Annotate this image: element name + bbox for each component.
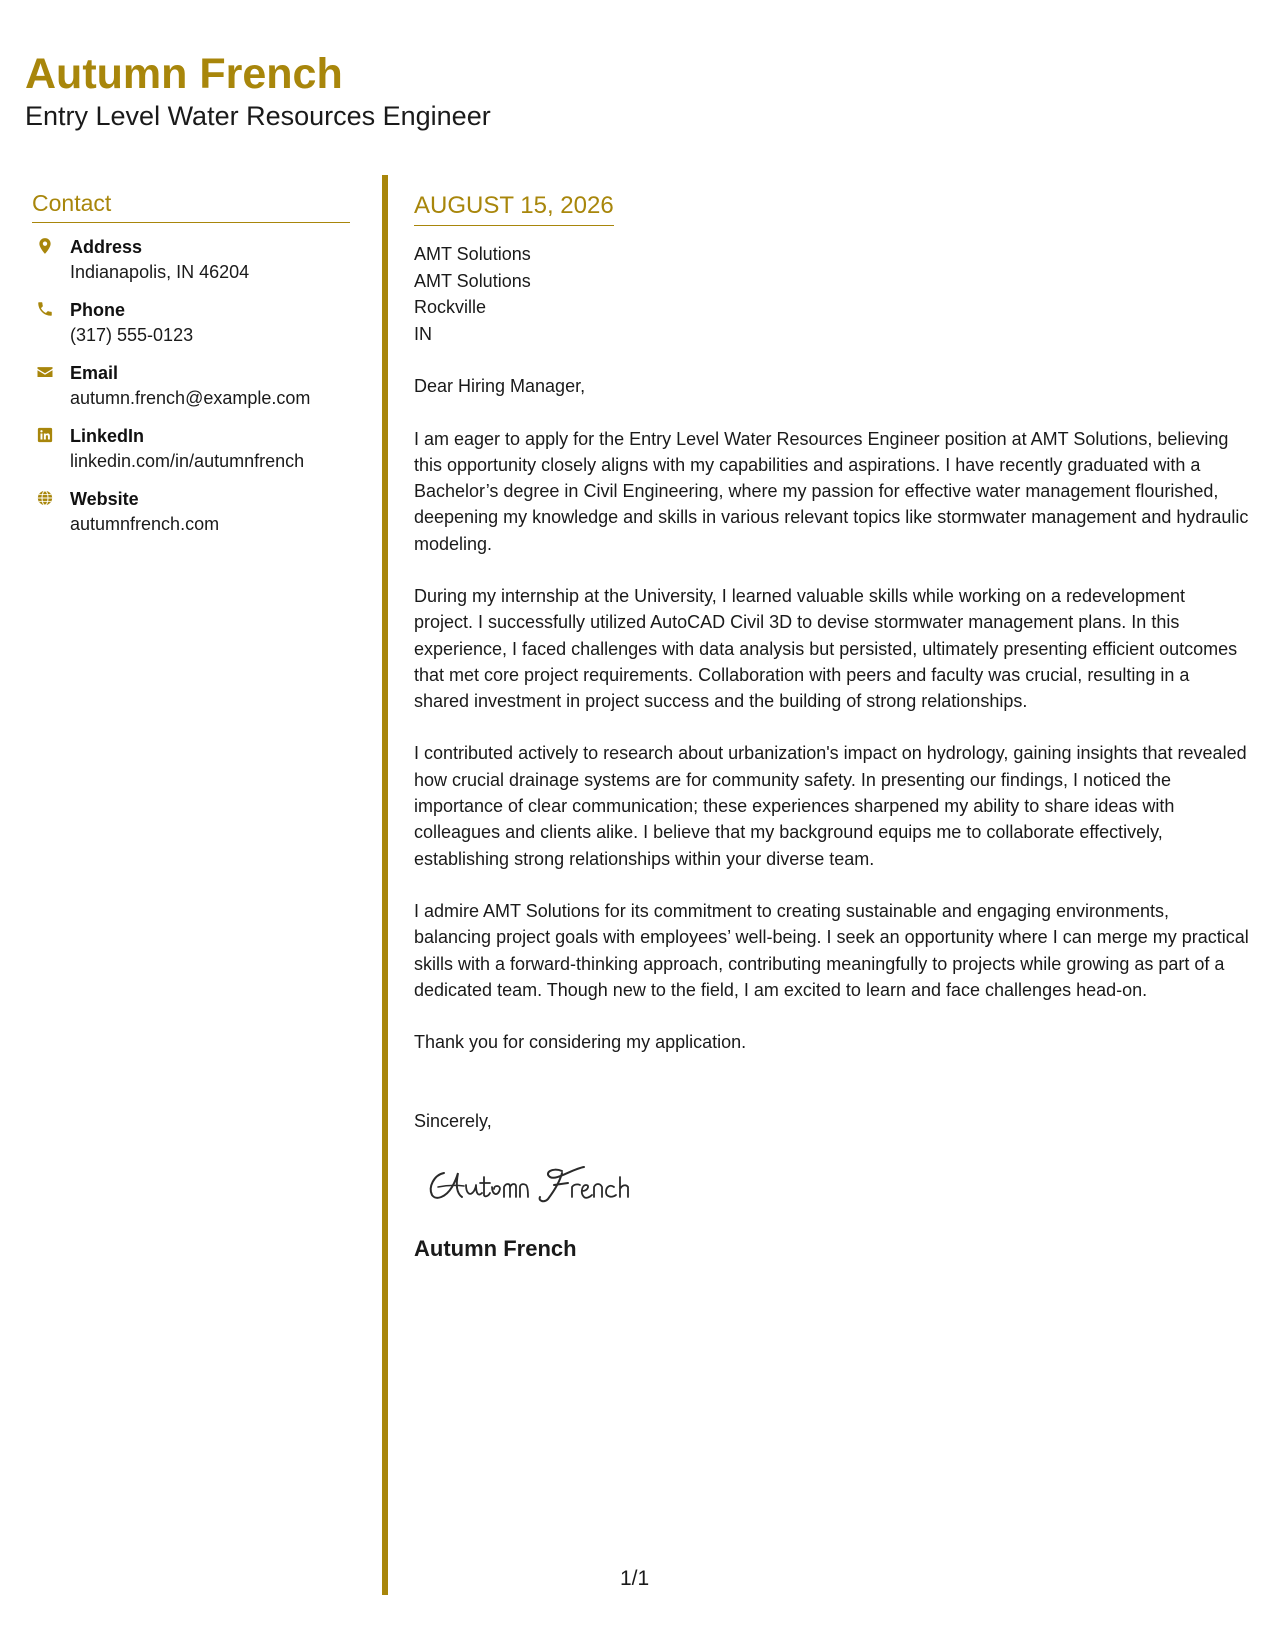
recipient-line: IN (414, 323, 432, 344)
website-value[interactable]: autumnfrench.com (70, 514, 220, 534)
paragraph: Thank you for considering my application. (414, 1032, 747, 1053)
page-number: 1/1 (620, 1567, 650, 1590)
salutation: Dear Hiring Manager, (414, 376, 586, 396)
contact-item-phone (32, 298, 350, 348)
signer-name: Autumn French (414, 1235, 577, 1261)
envelope-icon (35, 361, 55, 383)
contact-heading: Contact (32, 188, 350, 223)
recipient-line: AMT Solutions (414, 244, 531, 264)
contact-label: LinkedIn (70, 426, 145, 446)
paragraph: I admire AMT Solutions for its commitment to creating sustainable and engaging environments, balancing project goals with employees’ well-being. I seek an opportunity where I can merge my practical skills with a forward-thinking approach, contributing meaningfully to projects while growing as part of a dedicated team. Though new to the field, I am excited to learn and face challenges head-on. (414, 900, 1249, 1000)
contact-item-linkedin (32, 424, 350, 474)
linkedin-icon (35, 424, 55, 446)
globe-icon (35, 487, 55, 509)
contact-sidebar (32, 188, 350, 550)
recipient-line: Rockville (414, 297, 487, 317)
phone-icon (35, 298, 55, 320)
letter-date: AUGUST 15, 2026 (414, 190, 614, 226)
contact-item-website (32, 487, 350, 537)
paragraph: During my internship at the University, I learned valuable skills while working on a redevelopment project. I successfully utilized AutoCAD Civil 3D to devise stormwater management plans. In this experience, I faced challenges with data analysis but persisted, ultimately presenting efficient outcomes that met core project requirements. Collaboration with peers and faculty was crucial, resulting in a shared investment in project success and the building of strong relationships. (414, 585, 1238, 712)
contact-item-email (32, 361, 350, 411)
contact-item-address (32, 235, 350, 285)
recipient-block (414, 241, 1254, 347)
signature (422, 1153, 682, 1213)
map-pin-icon (35, 235, 55, 257)
email-value[interactable]: autumn.french@example.com (70, 388, 311, 408)
address-value: Indianapolis, IN 46204 (70, 262, 250, 282)
contact-label: Email (70, 363, 119, 383)
closing: Sincerely, (414, 1111, 492, 1132)
applicant-name: Autumn French (25, 50, 343, 98)
contact-label: Website (70, 489, 139, 509)
vertical-divider (382, 175, 388, 1595)
contact-label: Phone (70, 300, 126, 320)
paragraph: I contributed actively to research about urbanization's impact on hydrology, gaining insights that revealed how crucial drainage systems are for community safety. In presenting our findings, I noticed the importance of clear communication; these experiences sharpened my ability to share ideas with colleagues and clients alike. I believe that my background equips me to collaborate effectively, establishing strong relationships within your diverse team. (414, 743, 1247, 869)
paragraph: I am eager to apply for the Entry Level Water Resources Engineer position at AMT Solutions, believing this opportunity closely aligns with my capabilities and aspirations. I have recently graduated with a Bachelor’s degree in Civil Engineering, where my passion for effective water management flourished, deepening my knowledge and skills in various relevant topics like stormwater management and hydraulic modeling. (414, 428, 1249, 554)
contact-label: Address (70, 237, 143, 257)
letter-body (414, 190, 1254, 1264)
phone-value[interactable]: (317) 555-0123 (70, 325, 194, 345)
linkedin-value[interactable]: linkedin.com/in/autumnfrench (70, 451, 305, 471)
job-title: Entry Level Water Resources Engineer (25, 101, 491, 131)
recipient-line: AMT Solutions (414, 270, 531, 291)
